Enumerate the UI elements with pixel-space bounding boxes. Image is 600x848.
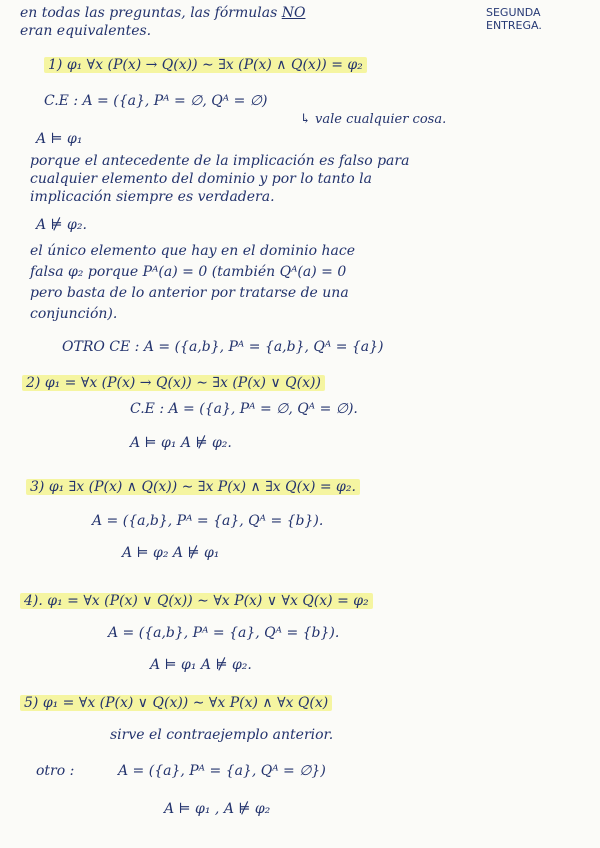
- q1-formula-text: 1) φ₁ ∀x (P(x) → Q(x)) ∼ ∃x (P(x) ∧ Q(x)) = φ₂: [44, 57, 367, 73]
- q4-ce: A = ({a,b}, Pᴬ = {a}, Qᴬ = {b}).: [108, 625, 340, 641]
- q1-expl-2: falsa φ₂ porque Pᴬ(a) = 0 (también Qᴬ(a) = 0: [30, 264, 347, 280]
- intro-no: NO: [281, 5, 306, 21]
- q1-expl-4: conjunción).: [30, 306, 118, 322]
- q4-formula: [20, 592, 373, 610]
- q5-otro-label: otro :: [36, 763, 75, 779]
- q3-ce: A = ({a,b}, Pᴬ = {a}, Qᴬ = {b}).: [92, 513, 324, 529]
- q1-sat: A ⊨ φ₁: [36, 131, 83, 147]
- q1-ce-note: ↳ vale cualquier cosa.: [300, 112, 447, 127]
- q1-reason-1: porque el antecedente de la implicación es falso para: [30, 153, 410, 169]
- q1-expl-3: pero basta de lo anterior por tratarse de una: [30, 285, 349, 301]
- q3-formula-text: 3) φ₁ ∃x (P(x) ∧ Q(x)) ∼ ∃x P(x) ∧ ∃x Q(x) = φ₂.: [26, 479, 360, 495]
- q5-formula-text: 5) φ₁ = ∀x (P(x) ∨ Q(x)) ∼ ∀x P(x) ∧ ∀x Q(x): [20, 695, 332, 711]
- corner-line-2: ENTREGA.: [486, 19, 542, 32]
- q2-formula-text: 2) φ₁ = ∀x (P(x) → Q(x)) ∼ ∃x (P(x) ∨ Q(x)): [22, 375, 325, 391]
- q4-formula-text: 4). φ₁ = ∀x (P(x) ∨ Q(x)) ∼ ∀x P(x) ∨ ∀x Q(x) = φ₂: [20, 593, 373, 609]
- corner-line-1: SEGUNDA: [486, 6, 541, 19]
- q1-notsat: A ⊭ φ₂.: [36, 217, 87, 233]
- q1-formula: [44, 56, 367, 74]
- corner-label: [486, 6, 542, 32]
- intro-line-1: [20, 4, 305, 22]
- q1-reason-3: implicación siempre es verdadera.: [30, 189, 275, 205]
- q5-note: sirve el contraejemplo anterior.: [110, 727, 334, 743]
- intro-text: en todas las preguntas, las fórmulas: [20, 5, 278, 21]
- q1-ce: C.E : A = ({a}, Pᴬ = ∅, Qᴬ = ∅): [44, 93, 268, 109]
- q1-otro: OTRO CE : A = ({a,b}, Pᴬ = {a,b}, Qᴬ = {a}): [62, 339, 384, 355]
- q3-result: A ⊨ φ₂ A ⊭ φ₁: [122, 545, 220, 561]
- q1-reason-2: cualquier elemento del dominio y por lo tanto la: [30, 171, 372, 187]
- q2-ce: C.E : A = ({a}, Pᴬ = ∅, Qᴬ = ∅).: [130, 401, 358, 417]
- q1-expl-1: el único elemento que hay en el dominio hace: [30, 243, 355, 259]
- q4-result: A ⊨ φ₁ A ⊭ φ₂.: [150, 657, 252, 673]
- q5-result: A ⊨ φ₁ , A ⊭ φ₂: [164, 801, 271, 817]
- q5-otro-ce: A = ({a}, Pᴬ = {a}, Qᴬ = ∅}): [118, 763, 326, 779]
- q2-formula: [22, 374, 325, 392]
- q5-formula: [20, 694, 332, 712]
- q2-result: A ⊨ φ₁ A ⊭ φ₂.: [130, 435, 232, 451]
- intro-line-2: eran equivalentes.: [20, 23, 152, 39]
- q3-formula: [26, 478, 360, 496]
